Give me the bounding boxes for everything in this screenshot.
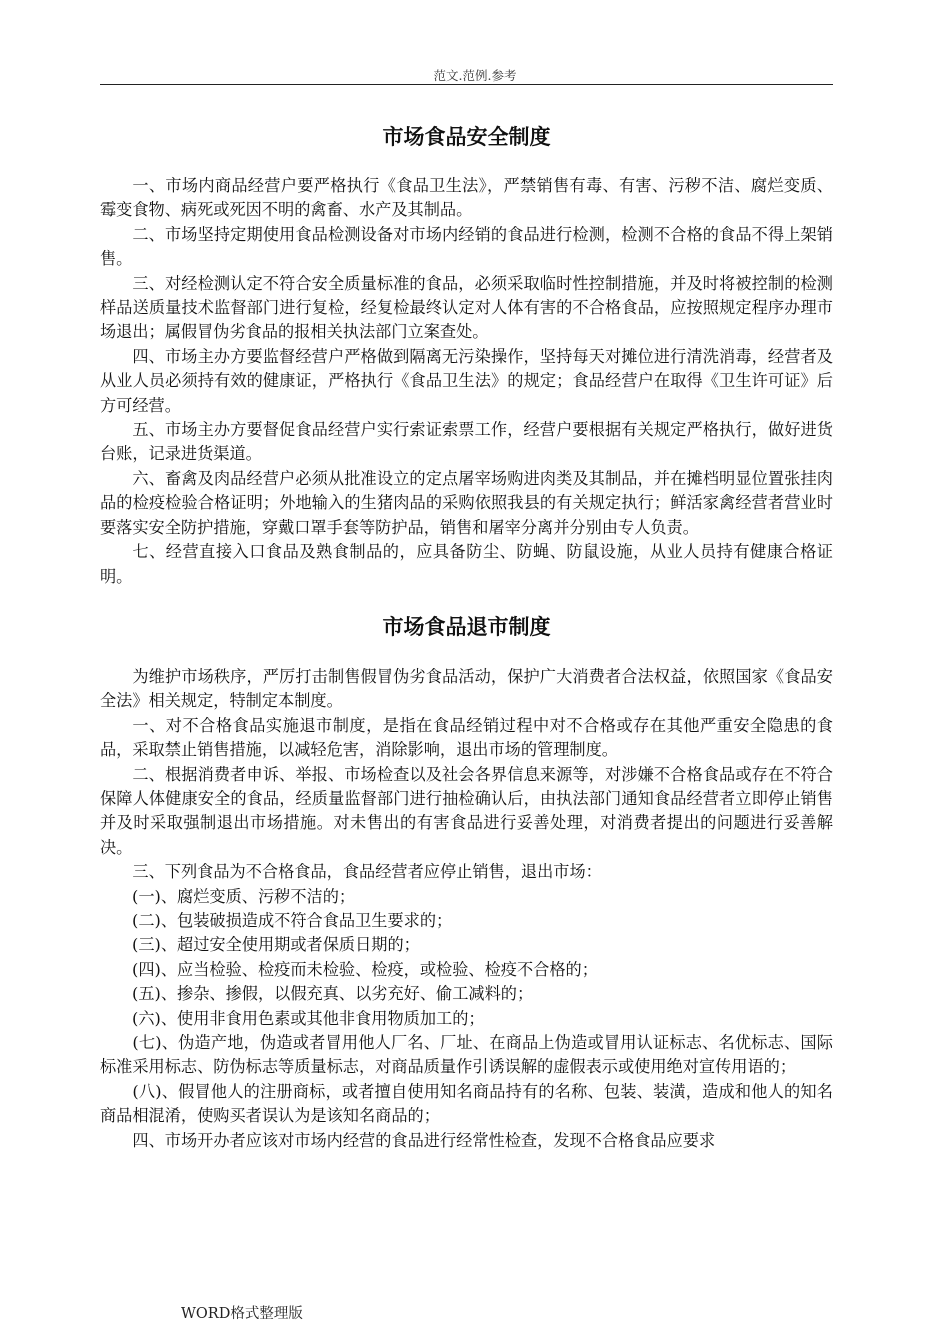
list-item: (八)、假冒他人的注册商标，或者擅自使用知名商品持有的名称、包装、装潢，造成和他人的知名商品相混淆，使购买者误认为是该知名商品的；	[100, 1081, 833, 1126]
section-title-safety: 市场食品安全制度	[382, 125, 551, 149]
paragraph: 二、根据消费者申诉、举报、市场检查以及社会各界信息来源等，对涉嫌不合格食品或存在不符合保障人体健康安全的食品，经质量监督部门进行抽检确认后，由执法部门通知食品经营者立即停止销售并及时采取强制退出市场措施。对未售出的有害食品进行妥善处理，对消费者提出的问题进行妥善解决。	[100, 764, 833, 857]
paragraph: 四、市场开办者应该对市场内经营的食品进行经常性检查，发现不合格食品应要求	[132, 1130, 716, 1150]
paragraph: 六、畜禽及肉品经营户必须从批准设立的定点屠宰场购进肉类及其制品，并在摊档明显位置张挂肉品的检疫检验合格证明；外地输入的生猪肉品的采购依照我县的有关规定执行；鲜活家禽经营者营业时要落实安全防护措施，穿戴口罩手套等防护品，销售和屠宰分离并分别由专人负责。	[100, 468, 833, 537]
page-header: 范文.范例.参考	[433, 68, 517, 83]
paragraph: 三、下列食品为不合格食品，食品经营者应停止销售，退出市场：	[132, 862, 602, 882]
paragraph: 五、市场主办方要督促食品经营户实行索证索票工作，经营户要根据有关规定严格执行，做好进货台账，记录进货渠道。	[100, 420, 833, 464]
paragraph: 三、对经检测认定不符合安全质量标准的食品，必须采取临时性控制措施，并及时将被控制的检测样品送质量技术监督部门进行复检，经复检最终认定对人体有害的不合格食品，应按照规定程序办理市场退出；属假冒伪劣食品的报相关执法部门立案查处。	[100, 273, 833, 342]
intro-paragraph: 为维护市场秩序，严厉打击制售假冒伪劣食品活动，保护广大消费者合法权益，依照国家《食品安全法》相关规定，特制定本制度。	[100, 666, 833, 711]
paragraph: 四、市场主办方要监督经营户严格做到隔离无污染操作，坚持每天对摊位进行清洗消毒，经营者及从业人员必须持有效的健康证，严格执行《食品卫生法》的规定；食品经营户在取得《卫生许可证》后方可经营。	[100, 346, 833, 415]
section-title-recall: 市场食品退市制度	[382, 614, 551, 639]
list-item: (七)、伪造产地，伪造或者冒用他人厂名、厂址、在商品上伪造或冒用认证标志、名优标志、国际标准采用标志、防伪标志等质量标志，对商品质量作引诱误解的虚假表示或使用绝对宣传用语的；	[100, 1033, 833, 1077]
page-footer: WORD格式整理版	[181, 1306, 303, 1322]
list-item: (四)、应当检验、检疫而未检验、检疫，或检验、检疫不合格的；	[132, 959, 598, 979]
paragraph: 一、市场内商品经营户要严格执行《食品卫生法》，严禁销售有毒、有害、污秽不洁、腐烂变质、霉变食物、病死或死因不明的禽畜、水产及其制品。	[100, 176, 833, 220]
header-divider	[100, 84, 833, 85]
list-item: (五)、掺杂、掺假，以假充真、以劣充好、偷工减料的；	[132, 984, 534, 1004]
document-body	[100, 100, 833, 1153]
list-item: (一)、腐烂变质、污秽不洁的；	[132, 886, 356, 906]
list-item: (三)、超过安全使用期或者保质日期的；	[132, 935, 420, 955]
paragraph: 一、对不合格食品实施退市制度，是指在食品经销过程中对不合格或存在其他严重安全隐患的食品，采取禁止销售措施，以减轻危害，消除影响，退出市场的管理制度。	[100, 715, 833, 760]
list-item: (六)、使用非食用色素或其他非食用物质加工的；	[132, 1008, 485, 1028]
paragraph: 二、市场坚持定期使用食品检测设备对市场内经销的食品进行检测，检测不合格的食品不得上架销售。	[100, 224, 833, 269]
paragraph: 七、经营直接入口食品及熟食制品的，应具备防尘、防蝇、防鼠设施，从业人员持有健康合格证明。	[100, 542, 833, 586]
list-item: (二)、包装破损造成不符合食品卫生要求的；	[132, 910, 453, 930]
